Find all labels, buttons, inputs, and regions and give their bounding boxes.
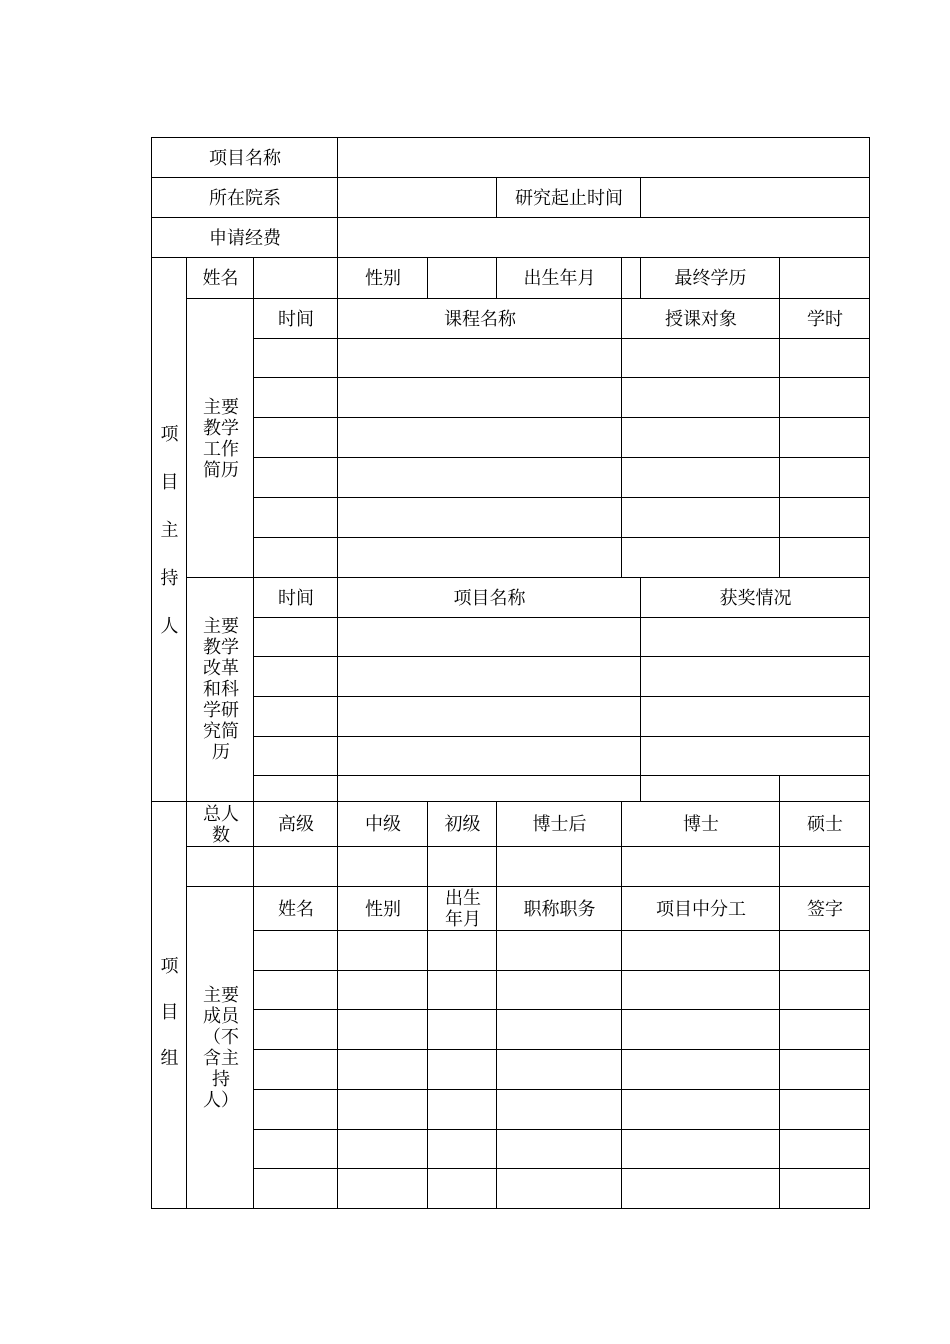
section-label-char: 项 [160, 424, 179, 445]
teaching-table-cell[interactable] [780, 339, 869, 378]
group-section-label [152, 952, 187, 1072]
host-birth-label: 出生年月 [523, 268, 596, 289]
research-table-cell[interactable] [641, 737, 869, 776]
totals-header-doctor: 博士 [683, 814, 719, 835]
teaching-table-cell[interactable] [622, 378, 779, 418]
research-table-cell[interactable] [338, 697, 640, 737]
research-table-cell[interactable] [254, 618, 337, 657]
teaching-header-time: 时间 [278, 308, 314, 330]
totals-table-cell[interactable] [497, 847, 621, 886]
members-table-cell[interactable] [497, 1010, 621, 1050]
host-birth-field[interactable] [623, 259, 639, 297]
teaching-table-cell[interactable] [780, 458, 869, 498]
section-label-char: 组 [160, 1048, 179, 1069]
section-label-char: 目 [160, 1002, 179, 1023]
members-table-cell[interactable] [428, 1169, 496, 1208]
members-table-cell[interactable] [622, 1050, 779, 1090]
project-name-field[interactable] [339, 139, 868, 176]
section-label-char: 主 [160, 520, 179, 541]
members-table-cell[interactable] [780, 1050, 869, 1090]
funding-field[interactable] [339, 219, 868, 256]
totals-table-cell[interactable] [187, 847, 253, 886]
members-table-cell[interactable] [497, 1169, 621, 1208]
host-gender-field[interactable] [429, 259, 495, 297]
members-header-name: 姓名 [278, 898, 314, 920]
members-table-cell[interactable] [497, 1050, 621, 1090]
members-table-cell[interactable] [338, 1010, 427, 1050]
research-period-field[interactable] [642, 179, 868, 216]
teaching-table-cell[interactable] [254, 339, 337, 378]
teaching-header-audience: 授课对象 [665, 308, 737, 330]
section-label-char: 目 [160, 472, 179, 493]
members-table-cell[interactable] [780, 1169, 869, 1208]
members-table-cell[interactable] [428, 931, 496, 971]
host-name-label: 姓名 [202, 268, 239, 289]
research-table-cell[interactable] [641, 618, 869, 657]
teaching-table-cell[interactable] [338, 418, 621, 458]
members-table-cell[interactable] [622, 931, 779, 971]
teaching-table-cell[interactable] [338, 458, 621, 498]
members-table-cell[interactable] [497, 931, 621, 971]
teaching-table-cell[interactable] [622, 339, 779, 378]
research-table-cell[interactable] [254, 776, 337, 801]
host-name-field[interactable] [255, 259, 336, 297]
research-table-cell[interactable] [641, 657, 869, 697]
totals-header-senior: 高级 [278, 814, 314, 835]
members-table-cell[interactable] [497, 1130, 621, 1169]
teaching-table-cell[interactable] [780, 538, 869, 577]
members-table-cell[interactable] [338, 1169, 427, 1208]
teaching-header-course: 课程名称 [444, 308, 516, 330]
teaching-table-cell[interactable] [254, 458, 337, 498]
teaching-table-cell[interactable] [780, 418, 869, 458]
teaching-table-cell[interactable] [622, 498, 779, 538]
members-table-cell[interactable] [622, 1090, 779, 1130]
section-label-char: 人 [160, 616, 179, 637]
section-label-char: 持 [160, 568, 179, 589]
members-table-cell[interactable] [338, 931, 427, 971]
members-header-gender: 性别 [365, 898, 401, 920]
members-table-cell[interactable] [622, 1169, 779, 1208]
teaching-header-hours: 学时 [807, 308, 843, 330]
totals-table-cell[interactable] [622, 847, 779, 886]
members-table-cell[interactable] [254, 1010, 337, 1050]
members-table-cell[interactable] [622, 1130, 779, 1169]
research-table-cell[interactable] [641, 776, 869, 801]
totals-header-junior: 初级 [444, 814, 481, 835]
members-table-cell[interactable] [338, 971, 427, 1010]
total-count-label: 总人数 [203, 803, 239, 846]
members-table-cell[interactable] [497, 971, 621, 1010]
totals-table-cell[interactable] [428, 847, 496, 886]
research-table-cell[interactable] [338, 776, 640, 801]
members-table-cell[interactable] [254, 1130, 337, 1169]
members-table-cell[interactable] [428, 1130, 496, 1169]
totals-table-cell[interactable] [780, 847, 869, 886]
teaching-table-cell[interactable] [338, 498, 621, 538]
teaching-table-cell[interactable] [780, 498, 869, 538]
host-education-field[interactable] [781, 259, 868, 297]
research-table-cell[interactable] [254, 737, 337, 776]
teaching-table-cell[interactable] [254, 538, 337, 577]
research-table-cell[interactable] [338, 657, 640, 697]
research-header-awards: 获奖情况 [719, 587, 792, 609]
members-header-title: 职称职务 [523, 898, 596, 920]
grid-line-horizontal [151, 1208, 870, 1209]
funding-label: 申请经费 [209, 227, 281, 249]
research-table-cell[interactable] [641, 697, 869, 737]
section-label-char: 项 [160, 956, 179, 977]
teaching-table-cell[interactable] [254, 378, 337, 418]
members-table-cell[interactable] [428, 1050, 496, 1090]
members-table-cell[interactable] [428, 1010, 496, 1050]
members-table-cell[interactable] [254, 1090, 337, 1130]
department-label: 所在院系 [209, 187, 281, 209]
teaching-table-cell[interactable] [254, 418, 337, 458]
members-table-cell[interactable] [780, 1010, 869, 1050]
teaching-table-cell[interactable] [254, 498, 337, 538]
totals-table-cell[interactable] [254, 847, 337, 886]
teaching-table-cell[interactable] [338, 538, 621, 577]
members-label: 主要成员（不含主持人） [203, 985, 239, 1111]
teaching-table-cell[interactable] [622, 538, 779, 577]
members-table-cell[interactable] [622, 1010, 779, 1050]
department-field[interactable] [339, 179, 495, 216]
research-header-time: 时间 [278, 587, 314, 609]
members-table-cell[interactable] [780, 1090, 869, 1130]
teaching-table-cell[interactable] [622, 458, 779, 498]
members-table-cell[interactable] [497, 1090, 621, 1130]
members-table-cell[interactable] [254, 971, 337, 1010]
teaching-table-cell[interactable] [622, 418, 779, 458]
members-table-cell[interactable] [780, 931, 869, 971]
teaching-history-label: 主要教学工作简历 [203, 397, 239, 481]
host-education-label: 最终学历 [674, 268, 747, 289]
members-table-cell[interactable] [254, 931, 337, 971]
teaching-table-cell[interactable] [338, 339, 621, 378]
research-header-project: 项目名称 [453, 587, 526, 609]
members-header-role: 项目中分工 [656, 898, 746, 920]
totals-header-postdoc: 博士后 [532, 814, 587, 835]
members-table-cell[interactable] [338, 1050, 427, 1090]
research-table-cell[interactable] [254, 697, 337, 737]
research-table-cell[interactable] [338, 737, 640, 776]
totals-header-middle: 中级 [365, 814, 401, 835]
totals-table-cell[interactable] [338, 847, 427, 886]
members-table-cell[interactable] [428, 971, 496, 1010]
teaching-table-cell[interactable] [338, 378, 621, 418]
members-header-birth: 出生年月 [445, 888, 481, 930]
members-table-cell[interactable] [428, 1090, 496, 1130]
members-table-cell[interactable] [338, 1090, 427, 1130]
host-gender-label: 性别 [365, 268, 401, 289]
teaching-table-cell[interactable] [780, 378, 869, 418]
research-period-label: 研究起止时间 [515, 187, 623, 209]
project-name-label: 项目名称 [209, 147, 281, 169]
research-history-label: 主要教学改革和科学研究简历 [203, 615, 239, 763]
members-table-cell[interactable] [338, 1130, 427, 1169]
members-table-cell[interactable] [780, 971, 869, 1010]
members-table-cell[interactable] [254, 1050, 337, 1090]
research-table-cell[interactable] [338, 618, 640, 657]
research-table-cell[interactable] [254, 657, 337, 697]
host-section-label [152, 420, 187, 637]
members-header-signature: 签字 [807, 898, 843, 920]
members-table-cell[interactable] [780, 1130, 869, 1169]
members-table-cell[interactable] [622, 971, 779, 1010]
members-table-cell[interactable] [254, 1169, 337, 1208]
totals-header-master: 硕士 [807, 814, 843, 835]
